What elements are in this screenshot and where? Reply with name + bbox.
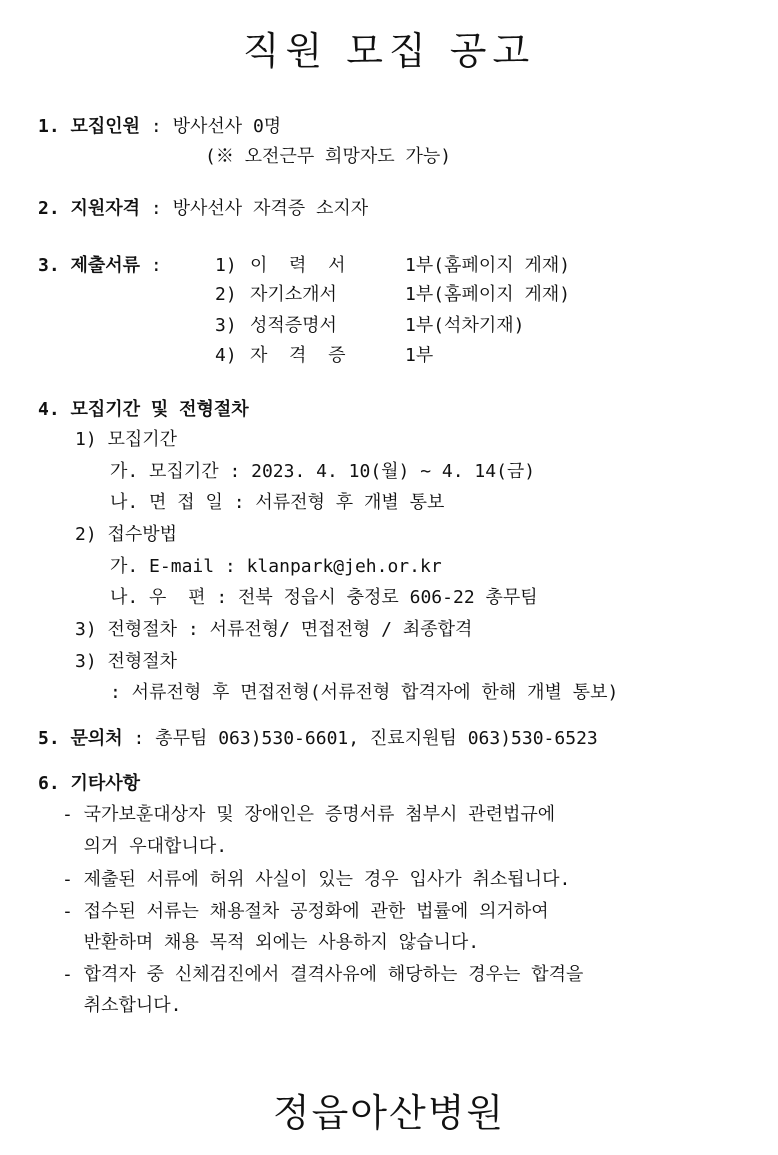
section-4-sub1a: 가. 모집기간 : 2023. 4. 10(월) ~ 4. 14(금) [110, 461, 536, 482]
doc-num: 1) [215, 255, 237, 276]
section-5-colon: : [122, 728, 156, 749]
section-5-text: 총무팀 063)530-6601, 진료지원팀 063)530-6523 [155, 728, 598, 749]
section-5-heading: 5. 문의처 [38, 728, 123, 749]
doc-num: 2) [215, 284, 237, 305]
section-2-colon: : [140, 198, 173, 219]
notice-line: 취소합니다. [62, 995, 182, 1016]
doc-qty: 1부 [405, 345, 434, 366]
notice-line: 의거 우대합니다. [62, 836, 228, 857]
doc-name: 자기소개서 [250, 284, 337, 305]
doc-qty: 1부(홈페이지 게재) [405, 255, 571, 276]
section-3-colon: : [140, 255, 173, 276]
doc-qty: 1부(홈페이지 게재) [405, 284, 571, 305]
section-4-sub1: 1) 모집기간 [75, 429, 178, 450]
notice-line: 반환하며 채용 목적 외에는 사용하지 않습니다. [62, 932, 480, 953]
section-4-heading: 4. 모집기간 및 전형절차 [38, 399, 249, 420]
notice-line: - 국가보훈대상자 및 장애인은 증명서류 첨부시 관련법규에 [62, 804, 556, 825]
section-4-sub4a: : 서류전형 후 면접전형(서류전형 합격자에 한해 개별 통보) [110, 682, 619, 703]
doc-name: 이 력 서 [250, 255, 346, 276]
section-4-sub2b: 나. 우 편 : 전북 정읍시 충정로 606-22 총무팀 [110, 587, 538, 608]
notice-line: - 합격자 중 신체검진에서 결격사유에 해당하는 경우는 합격을 [62, 964, 584, 985]
notice-line: - 제출된 서류에 허위 사실이 있는 경우 입사가 취소됩니다. [62, 869, 571, 890]
section-1-note: (※ 오전근무 희망자도 가능) [205, 146, 452, 167]
section-2-heading: 2. 지원자격 [38, 198, 141, 219]
doc-name: 자 격 증 [250, 345, 346, 366]
page-title: 직원 모집 공고 [242, 29, 536, 73]
section-4-sub3: 3) 전형절차 : 서류전형/ 면접전형 / 최종합격 [75, 619, 473, 640]
doc-name: 성적증명서 [250, 315, 337, 336]
section-6-heading: 6. 기타사항 [38, 773, 141, 794]
section-4-sub4: 3) 전형절차 [75, 651, 178, 672]
section-2-text: 방사선사 자격증 소지자 [172, 198, 369, 219]
section-4-sub2a: 가. E-mail : klanpark@jeh.or.kr [110, 556, 442, 577]
notice-line: - 접수된 서류는 채용절차 공정화에 관한 법률에 의거하여 [62, 901, 549, 922]
section-1-colon: : [140, 116, 173, 137]
section-2 [38, 198, 368, 220]
section-4-sub2: 2) 접수방법 [75, 524, 178, 545]
doc-qty: 1부(석차기재) [405, 315, 525, 336]
doc-num: 4) [215, 345, 237, 366]
section-1-heading: 1. 모집인원 [38, 116, 141, 137]
section-1-text: 방사선사 0명 [172, 116, 282, 137]
section-5 [38, 728, 598, 750]
section-3 [38, 255, 173, 277]
hospital-name: 정읍아산병원 [272, 1091, 506, 1135]
section-4-sub1b: 나. 면 접 일 : 서류전형 후 개별 통보 [110, 492, 445, 513]
section-3-heading: 3. 제출서류 [38, 255, 141, 276]
doc-num: 3) [215, 315, 237, 336]
section-1 [38, 116, 281, 138]
